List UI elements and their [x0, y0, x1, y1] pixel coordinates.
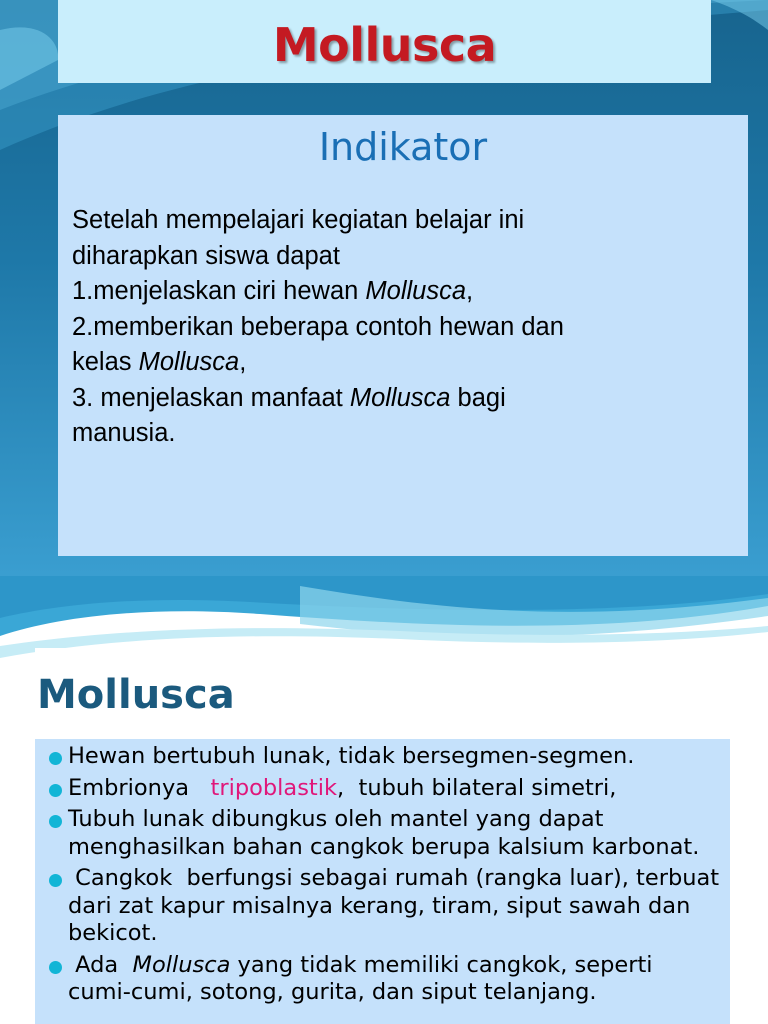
objective-1: 1.menjelaskan ciri hewan Mollusca, — [72, 277, 474, 305]
intro-line-2: diharapkan siswa dapat — [72, 241, 340, 270]
bullet-dot-icon — [49, 752, 62, 765]
objective-3-line-2: manusia. — [72, 419, 176, 447]
objective-2-line-2: kelas Mollusca, — [72, 348, 247, 376]
slide-mollusca — [0, 576, 768, 1024]
list-item: Tubuh lunak dibungkus oleh mantel yang dapat menghasilkan bahan cangkok berupa kalsium karbonat. — [35, 806, 730, 861]
characteristics-box — [35, 739, 730, 1024]
section-heading: Mollusca — [37, 672, 235, 718]
bullet-dot-icon — [49, 874, 62, 887]
indikator-text — [72, 203, 737, 452]
characteristics-list — [35, 743, 730, 1011]
bullet-dot-icon — [49, 784, 62, 797]
title-box — [58, 0, 711, 83]
intro-line-1: Setelah mempelajari kegiatan belajar ini — [72, 206, 525, 234]
list-item: Embrionya tripoblastik, tubuh bilateral simetri, — [35, 775, 730, 803]
heading-box — [35, 648, 725, 720]
objective-3: 3. menjelaskan manfaat Mollusca bagi — [72, 383, 506, 412]
list-item: Cangkok berfungsi sebagai rumah (rangka luar), terbuat dari zat kapur misalnya kerang, tiram, siput sawah dan bekicot. — [35, 865, 730, 948]
bullet-dot-icon — [49, 815, 62, 828]
list-item: Hewan bertubuh lunak, tidak bersegmen-segmen. — [35, 743, 730, 771]
indikator-box — [58, 115, 748, 556]
highlight-term: tripoblastik — [210, 774, 338, 801]
indikator-heading: Indikator — [318, 125, 488, 169]
list-item: Ada Mollusca yang tidak memiliki cangkok, seperti cumi-cumi, sotong, gurita, dan siput telanjang. — [35, 952, 730, 1007]
bullet-dot-icon — [49, 961, 62, 974]
slide-title: Mollusca — [272, 18, 497, 72]
objective-2-line-1: 2.memberikan beberapa contoh hewan dan — [72, 312, 564, 341]
